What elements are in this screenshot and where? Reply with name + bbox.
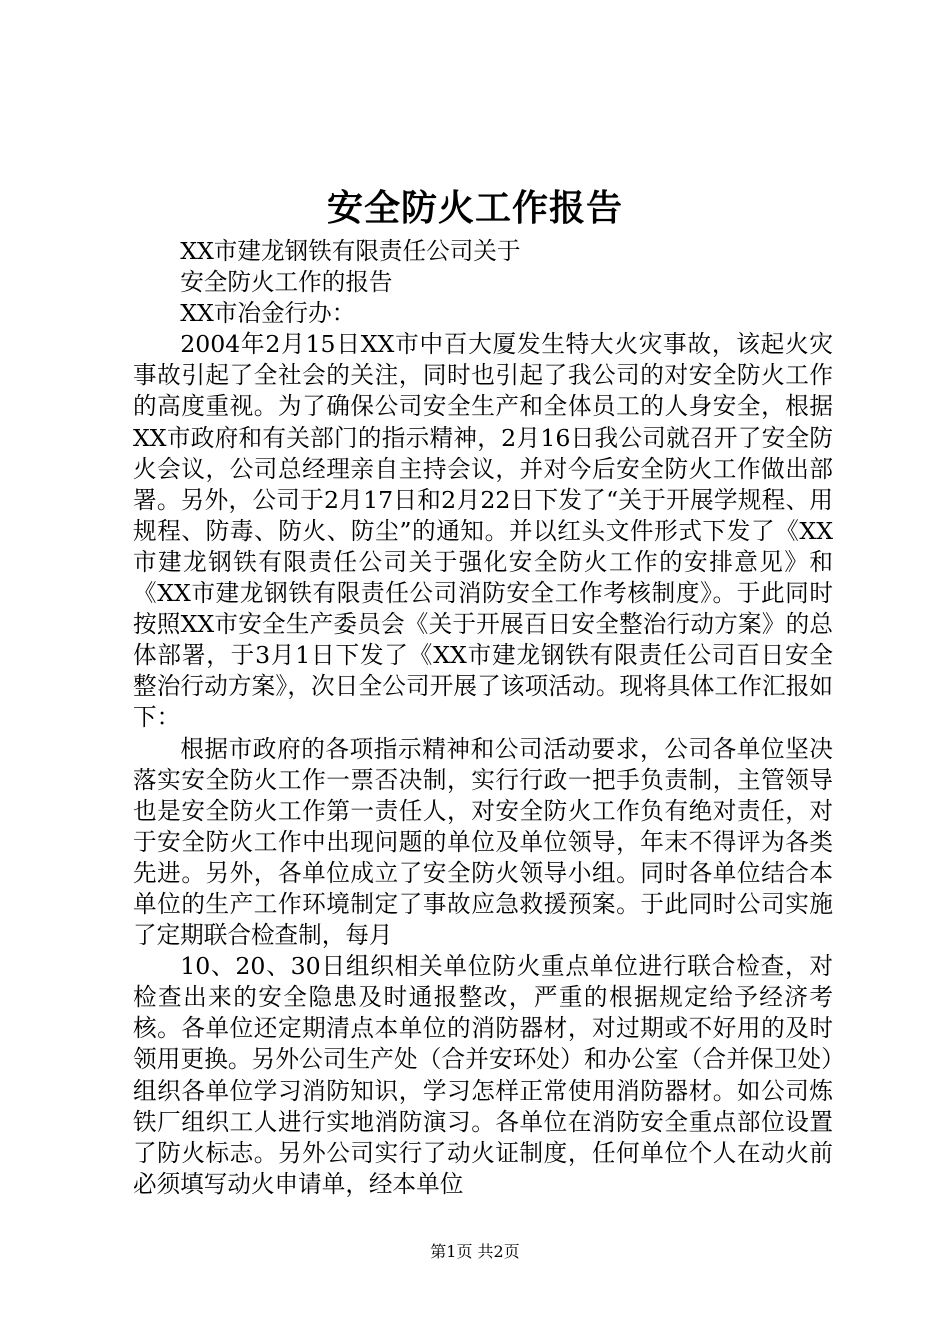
document-title: 安全防火工作报告 bbox=[326, 187, 623, 229]
body-paragraph: 2004年2月15日XX市中百大厦发生特大火灾事故，该起火灾事故引起了全社会的关注，同时也引起了我公司的对安全防火工作的高度重视。为了确保公司安全生产和全体员工的人身安全，根据XX市政府和有关部门的指示精神，2月16日我公司就召开了安全防火会议，公司总经理亲自主持会议，并对今后安全防火工作做出部署。另外，公司于2月17日和2月22日下发了“关于开展学规程、用规程、防毒、防火、防尘”的通知。并以红头文件形式下发了《XX市建龙钢铁有限责任公司关于强化安全防火工作的安排意见》和《XX市建龙钢铁有限责任公司消防安全工作考核制度》。于此同时按照XX市安全生产委员会《关于开展百日安全整治行动方案》的总体部署，于3月1日下发了《XX市建龙钢铁有限责任公司百日安全整治行动方案》，次日全公司开展了该项活动。现将具体工作汇报如下： bbox=[133, 330, 833, 732]
body-paragraph: 安全防火工作的报告 bbox=[180, 268, 393, 297]
document-body bbox=[133, 236, 833, 1200]
page-footer: 第1页 共2页 bbox=[430, 1242, 520, 1261]
body-paragraph: 10、20、30日组织相关单位防火重点单位进行联合检查，对检查出来的安全隐患及时通报整改，严重的根据规定给予经济考核。各单位还定期清点本单位的消防器材，对过期或不好用的及时领用更换。另外公司生产处（合并安环处）和办公室（合并保卫处）组织各单位学习消防知识，学习怎样正常使用消防器材。如公司炼铁厂组织工人进行实地消防演习。各单位在消防安全重点部位设置了防火标志。另外公司实行了动火证制度，任何单位个人在动火前必须填写动火申请单，经本单位 bbox=[133, 952, 833, 1198]
body-paragraph: 根据市政府的各项指示精神和公司活动要求，公司各单位坚决落实安全防火工作一票否决制，实行行政一把手负责制，主管领导也是安全防火工作第一责任人，对安全防火工作负有绝对责任，对于安全防火工作中出现问题的单位及单位领导，年末不得评为各类先进。另外，各单位成立了安全防火领导小组。同时各单位结合本单位的生产工作环境制定了事故应急救援预案。于此同时公司实施了定期联合检查制，每月 bbox=[133, 734, 833, 950]
body-paragraph: XX市建龙钢铁有限责任公司关于 bbox=[180, 237, 521, 265]
body-paragraph: XX市冶金行办： bbox=[180, 299, 356, 328]
